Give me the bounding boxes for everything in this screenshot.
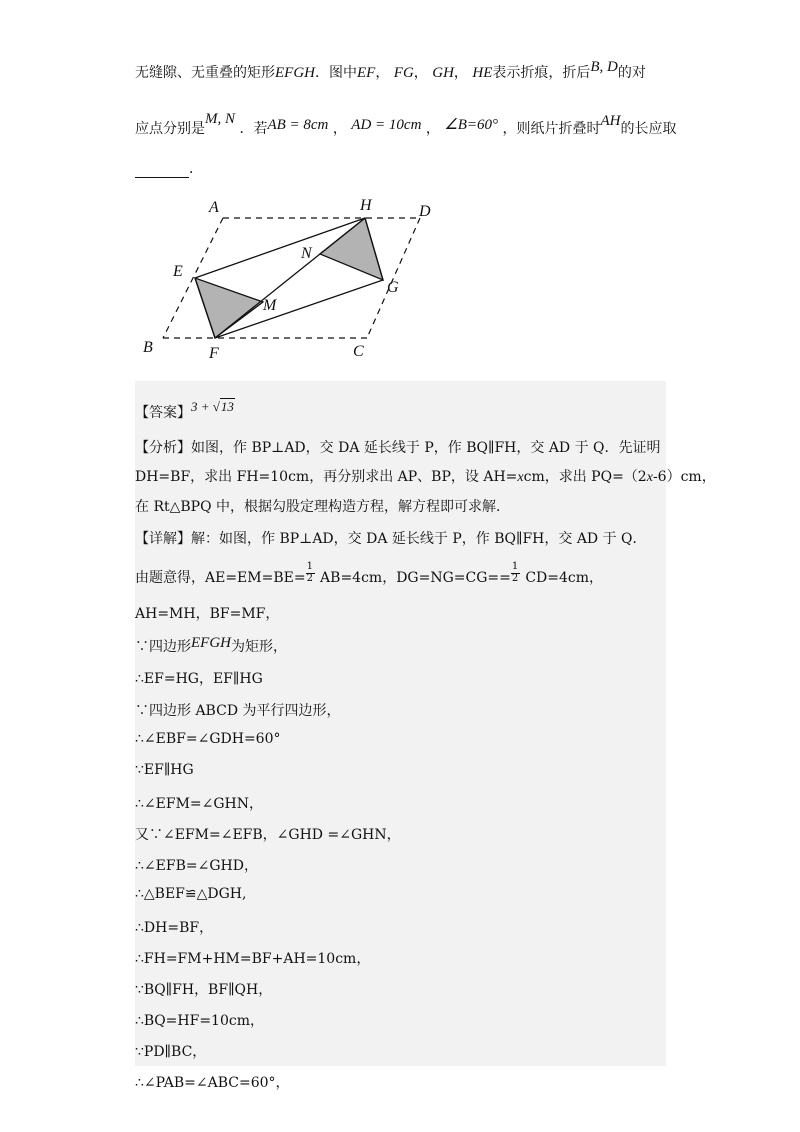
step-text: 为矩形， [231,639,287,655]
label-e: E [173,263,183,280]
answer-value-prefix: 3 + [191,399,213,414]
var-x: x [646,470,653,485]
problem-text: 的对 [617,65,646,81]
fraction-half [511,561,521,588]
label-a: A [209,199,219,216]
problem-text: ． [189,161,203,177]
fraction-numerator: 1 [511,561,519,572]
fraction-numerator: 1 [306,561,313,572]
step-text: ∵PD∥BC， [135,1044,207,1060]
detail-text: AB=4cm，DG=NG=CG== [320,570,511,586]
step-text: ∴∠EFM=∠GHN， [135,796,264,812]
solution-step [135,700,341,720]
solution-step [135,603,279,623]
label-f: F [209,345,219,362]
problem-text: ，则纸片折叠时 [502,121,601,137]
analysis-line-1: 【分析】如图，作 BP⊥AD，交 DA 延长线于 P，作 BQ∥FH，交 AD 于 Q．先证明 [135,440,661,456]
fraction-half [306,561,316,588]
solution-step [135,731,280,747]
solution-step [135,886,246,902]
problem-text: ．图中 [315,65,357,81]
step-text: ∴∠PAB=∠ABC=60°， [135,1075,290,1091]
solution-step [135,1072,290,1092]
analysis-text: DH=BF，求出 FH=10cm，再分别求出 AP、BP，设 AH= [135,469,518,485]
solution-step [135,762,194,778]
math-gh: GH [432,65,454,81]
problem-text: ．若 [239,121,268,137]
side-dc [367,218,420,338]
solution-step [135,1010,264,1030]
solution-step [135,636,287,656]
solution-step [135,668,263,688]
step-text: ∵EF∥HG [135,762,194,778]
label-c: C [353,343,364,360]
analysis-text: -6）cm， [652,469,716,485]
math-fg: FG [393,65,414,81]
problem-text: ， [375,65,390,81]
label-d: D [419,203,431,220]
var-x: x [517,470,524,485]
step-text: ∵四边形 [135,639,191,655]
solution-step [135,1041,206,1061]
step-text: ∴DH=BF， [135,920,214,936]
analysis-line-2 [135,466,716,486]
detail-text: 由题意得，AE=EM=BE= [135,570,306,586]
problem-text: 的长应取 [620,121,677,137]
math-he: HE [472,65,493,81]
fraction-denominator: 2 [511,573,519,584]
problem-line-2 [135,111,677,138]
step-text: AH=MH，BF=MF， [135,606,280,622]
problem-text: ， [332,121,347,137]
step-text: ∴BQ=HF=10cm， [135,1013,264,1029]
math-ad: AD = 10cm [351,117,422,133]
math-efgh: EFGH [275,65,315,81]
detail-line-1: 【详解】解：如图，作 BP⊥AD，交 DA 延长线于 P，作 BQ∥FH，交 AD 于 Q． [135,531,647,547]
math-efgh: EFGH [191,635,231,651]
line-fh [215,218,365,338]
answer-blank [135,163,189,178]
solution-step [135,793,263,813]
step-text: 又∵∠EFM=∠EFB，∠GHD =∠GHN， [135,827,401,843]
detail-line-2 [135,561,604,588]
geometry-figure [135,192,455,367]
step-text: ∵四边形 ABCD 为平行四边形， [135,703,341,719]
problem-text: ， [425,121,440,137]
detail-text: CD=4cm， [525,570,604,586]
problem-line-1 [135,59,646,82]
problem-text: 无缝隙、无重叠的矩形 [135,65,275,81]
step-text: ∴△BEF≌△DGH, [135,886,247,902]
math-angle-b: ∠B=60° [444,117,499,133]
step-text: ∴EF=HG，EF∥HG [135,671,263,687]
math-bd: B, D [590,59,618,75]
solution-step [135,824,401,844]
analysis-text: cm，求出 PQ=（2 [523,469,647,485]
problem-text: 表示折痕，折后 [492,65,591,81]
fraction-denominator: 2 [306,573,313,584]
solution-step [135,855,258,875]
step-text: ∴∠EBF=∠GDH=60° [135,731,281,747]
math-ah: AH [600,113,621,129]
problem-text: ， [413,65,428,81]
analysis-line-3: 在 Rt△BPQ 中，根据勾股定理构造方程，解方程即可求解． [135,499,511,515]
label-b: B [143,339,153,356]
label-h: H [360,197,372,214]
problem-text: 应点分别是 [135,121,205,137]
solution-step [135,979,272,999]
answer-value-sqrt: 13 [220,399,234,414]
problem-text: ， [453,65,468,81]
step-text: ∴FH=FM+HM=BF+AH=10cm， [135,951,371,967]
solution-step [135,917,213,937]
math-mn: M, N [205,111,235,127]
label-n: N [301,245,312,262]
solution-step [135,948,370,968]
step-text: ∴∠EFB=∠GHD， [135,858,258,874]
math-ef: EF [357,65,376,81]
answer-line [135,396,235,421]
problem-line-3 [135,158,203,178]
step-text: ∵BQ∥FH，BF∥QH， [135,982,273,998]
answer-value: 3 + √13 [191,399,234,414]
label-m: M [263,297,277,314]
label-g: G [387,279,399,296]
answer-tag: 【答案】 [135,405,191,421]
math-ab: AB = 8cm [267,117,329,133]
